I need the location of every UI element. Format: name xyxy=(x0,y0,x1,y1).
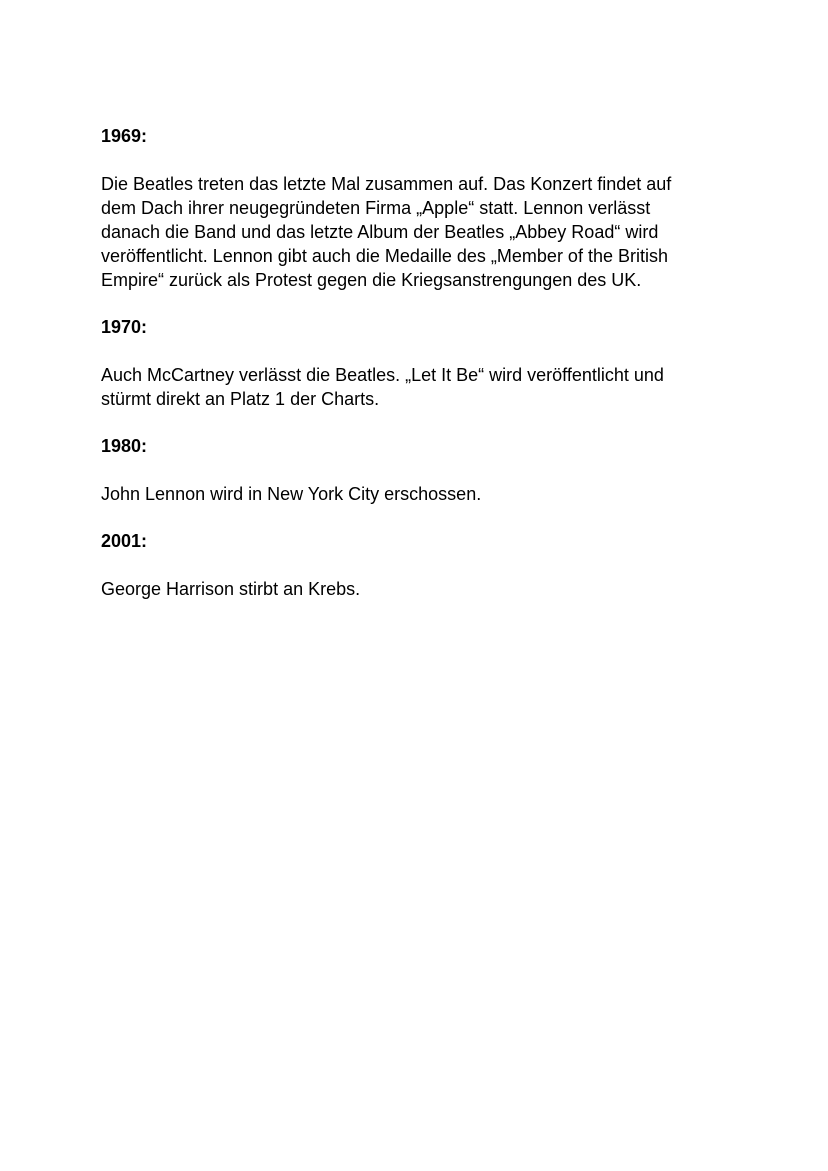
paragraph-line: veröffentlicht. Lennon gibt auch die Medaille des „Member of the British xyxy=(101,246,668,266)
paragraph-line: danach die Band und das letzte Album der Beatles „Abbey Road“ wird xyxy=(101,222,659,242)
paragraph-line: dem Dach ihrer neugegründeten Firma „Apple“ statt. Lennon verlässt xyxy=(101,198,651,218)
year-heading: 2001: xyxy=(101,531,148,551)
entry-1969 xyxy=(101,124,741,315)
entry-2001 xyxy=(101,529,741,601)
entry-paragraph xyxy=(101,482,741,506)
entry-1970 xyxy=(101,315,741,434)
paragraph-line: George Harrison stirbt an Krebs. xyxy=(101,579,361,599)
year-heading: 1970: xyxy=(101,317,148,337)
entry-paragraph xyxy=(101,363,741,411)
paragraph-line: Die Beatles treten das letzte Mal zusammen auf. Das Konzert findet auf xyxy=(101,174,672,194)
paragraph-line: Auch McCartney verlässt die Beatles. „Let It Be“ wird veröffentlicht und xyxy=(101,365,664,385)
entry-1980 xyxy=(101,434,741,529)
paragraph-line: Empire“ zurück als Protest gegen die Kriegsanstrengungen des UK. xyxy=(101,270,642,290)
year-heading: 1969: xyxy=(101,126,148,146)
entry-paragraph xyxy=(101,172,741,292)
paragraph-line: John Lennon wird in New York City erschossen. xyxy=(101,484,482,504)
document-content xyxy=(101,124,741,601)
paragraph-line: stürmt direkt an Platz 1 der Charts. xyxy=(101,389,380,409)
year-heading: 1980: xyxy=(101,436,148,456)
entry-paragraph xyxy=(101,577,741,601)
